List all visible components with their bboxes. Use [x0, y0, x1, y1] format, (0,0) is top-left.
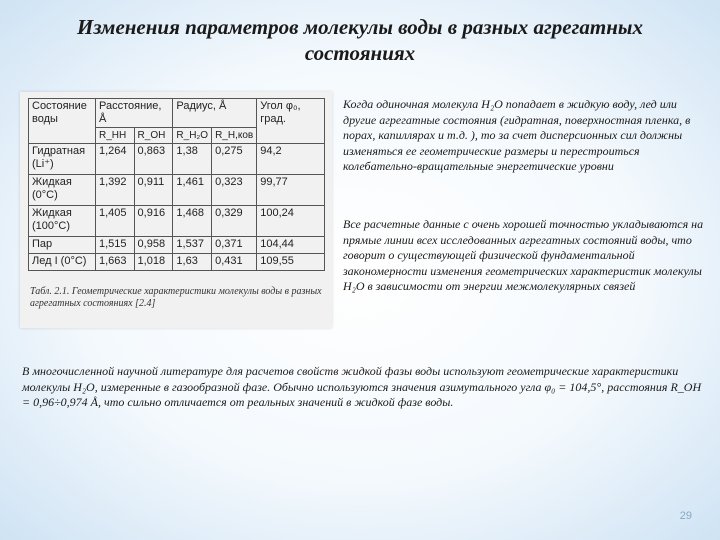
- table-cell: 1,264: [96, 144, 135, 175]
- table-cell: Жидкая (100°С): [29, 206, 96, 237]
- table-cell: 1,663: [96, 254, 135, 271]
- paragraph-molecule-change: Когда одиночная молекула H₂O попадает в жидкую воду, лед или другие агрегатные состояния (гидратная, поверхностная пленка, в порах, капиллярах и т.д. ), то за счет дисперсионных сил должны изменяться ее геометрические размеры и перестроиться колебательно-вращательные энергетические уровни: [343, 97, 691, 173]
- table-cell: 0,323: [212, 175, 257, 206]
- table-cell: 0,431: [212, 254, 257, 271]
- header-radius: Радиус, Å: [173, 99, 257, 128]
- table-cell: 1,515: [96, 237, 135, 254]
- table-cell: 1,537: [173, 237, 212, 254]
- table-cell: 1,018: [134, 254, 173, 271]
- table-cell: Гидратная (Li⁺): [29, 144, 96, 175]
- table-row: [29, 144, 325, 175]
- table-caption: Табл. 2.1. Геометрические характеристики молекулы воды в разных агрегатных состояниях [2.4]: [30, 286, 322, 309]
- table-row: [29, 175, 325, 206]
- table-cell: 100,24: [257, 206, 325, 237]
- table-cell: 109,55: [257, 254, 325, 271]
- subheader-rh2o: R_H₂O: [173, 128, 212, 144]
- subheader-rhkov: R_H,ков: [212, 128, 257, 144]
- paragraph-calculated-data: Все расчетные данные с очень хорошей точностью укладываются на прямые линии всех исследованных агрегатных состояний воды, что говорит о существующей физической фундаментальной закономерности изменения геометрических характеристик молекулы H₂O в зависимости от энергии межмолекулярных связей: [343, 217, 704, 293]
- table-cell: Пар: [29, 237, 96, 254]
- table-cell: 104,44: [257, 237, 325, 254]
- table-cell: 1,392: [96, 175, 135, 206]
- table-cell: 0,371: [212, 237, 257, 254]
- table-cell: 1,405: [96, 206, 135, 237]
- header-angle: Угол φ₀, град.: [257, 99, 325, 144]
- table-cell: 94,2: [257, 144, 325, 175]
- table-cell: 99,77: [257, 175, 325, 206]
- table-cell: 1,38: [173, 144, 212, 175]
- table-cell: 1,461: [173, 175, 212, 206]
- table-cell: 0,911: [134, 175, 173, 206]
- subheader-roh: R_OH: [134, 128, 173, 144]
- table-cell: Лед I (0°С): [29, 254, 96, 271]
- parameters-table: [28, 98, 325, 271]
- table-cell: 0,275: [212, 144, 257, 175]
- table-cell: 0,863: [134, 144, 173, 175]
- table-cell: 1,63: [173, 254, 212, 271]
- slide-title: Изменения параметров молекулы воды в разных агрегатных состояниях: [77, 15, 643, 65]
- header-distance: Расстояние, Å: [96, 99, 173, 128]
- header-state: Состояние воды: [29, 99, 96, 144]
- table-row: [29, 254, 325, 271]
- parameters-table-figure: [20, 92, 332, 328]
- table-row: [29, 206, 325, 237]
- table-cell: Жидкая (0°С): [29, 175, 96, 206]
- table-cell: 1,468: [173, 206, 212, 237]
- page-number: 29: [679, 510, 692, 522]
- paragraph-literature-note: В многочисленной научной литературе для расчетов свойств жидкой фазы воды используют геометрические характеристики молекулы H₂O, измеренные в газообразной фазе. Обычно используются значения азимутального угла φ₀ = 104,5°, расстояния R_OH = 0,96÷0,974 Å, что сильно отличается от реальных значений в жидкой фазе воды.: [22, 364, 702, 409]
- subheader-rhh: R_HH: [96, 128, 135, 144]
- table-row: [29, 237, 325, 254]
- table-cell: 0,916: [134, 206, 173, 237]
- table-cell: 0,329: [212, 206, 257, 237]
- table-header-row: [29, 99, 325, 128]
- table-cell: 0,958: [134, 237, 173, 254]
